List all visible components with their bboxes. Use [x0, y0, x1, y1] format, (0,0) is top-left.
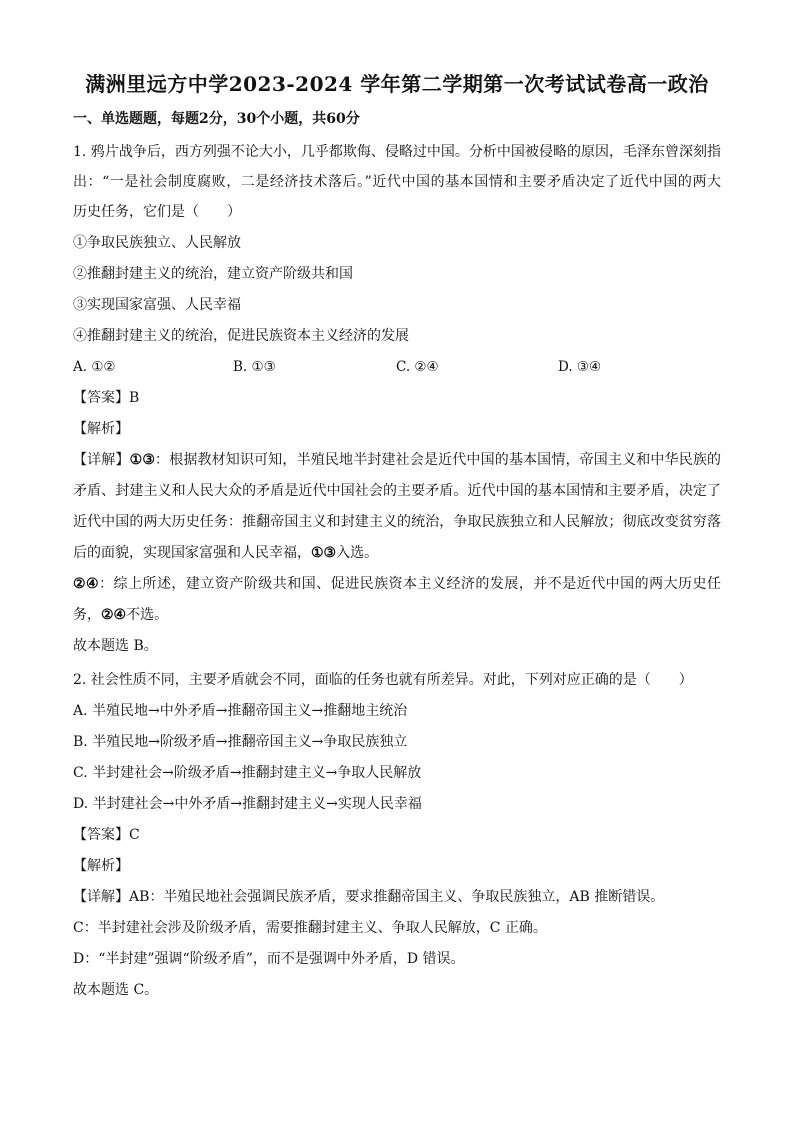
q2-answer	[73, 825, 140, 845]
q1-option-b: B. ①③	[233, 359, 276, 375]
q1-exclusion-line-1	[73, 574, 721, 594]
q1-option-a: A. ①②	[73, 359, 116, 375]
q2-detail-text-1: AB：半殖民地社会强调民族矛盾，要求推翻帝国主义、争取民族独立，AB 推断错误。	[129, 889, 665, 905]
q1-stem-line-1: 1. 鸦片战争后，西方列强不论大小，几乎都欺侮、侵略过中国。分析中国被侵略的原因，毛泽东曾深刻指	[73, 144, 721, 160]
page-title: 满洲里远方中学2023-2024 学年第二学期第一次考试试卷高一政治	[85, 72, 709, 96]
q1-exclusion-text-1: ：综上所述，建立资产阶级共和国、促进民族资本主义经济的发展，并不是近代中国的两大历史任	[99, 576, 722, 592]
q1-analysis-tag: 【解析】	[73, 421, 129, 437]
q2-option-c: C. 半封建社会→阶级矛盾→推翻封建主义→争取人民解放	[73, 765, 422, 781]
q2-conclusion: 故本题选 C。	[73, 982, 159, 998]
q1-detail-tag: 【详解】	[73, 452, 130, 468]
q1-exclusion-marker-2: ②④	[101, 607, 127, 623]
q1-stem-line-3: 历史任务，它们是（ ）	[73, 204, 241, 220]
q2-option-a: A. 半殖民地→中外矛盾→推翻帝国主义→推翻地主统治	[73, 703, 408, 719]
q1-answer-tag: 【答案】	[73, 390, 129, 406]
q1-stem-line-2: 出：“一是社会制度腐败，二是经济技术落后。”近代中国的基本国情和主要矛盾决定了近代中国的两大	[73, 174, 721, 190]
q1-exclusion-text-2b: 不选。	[126, 607, 169, 623]
q2-stem: 2. 社会性质不同，主要矛盾就会不同，面临的任务也就有所差异。对此，下列对应正确的是（ ）	[73, 672, 693, 688]
q1-item-3: ③实现国家富强、人民幸福	[73, 297, 241, 313]
q1-item-2: ②推翻封建主义的统治，建立资产阶级共和国	[73, 266, 353, 282]
q2-option-b: B. 半殖民地→阶级矛盾→推翻帝国主义→争取民族独立	[73, 734, 408, 750]
q1-detail-text-4: 后的面貌，实现国家富强和人民幸福，	[73, 545, 311, 561]
q1-option-d: D. ③④	[558, 359, 602, 375]
q1-exclusion-line-2	[73, 605, 168, 625]
q1-detail-line-4	[73, 543, 378, 563]
q1-detail-text-5: 入选。	[336, 545, 379, 561]
q1-detail-line-3: 近代中国的两大历史任务：推翻帝国主义和封建主义的统治，争取民族独立和人民解放；彻底改变贫穷落	[73, 514, 721, 530]
q1-answer-value: B	[129, 390, 140, 406]
q1-detail-text-1: ：根据教材知识可知，半殖民地半封建社会是近代中国的基本国情，帝国主义和中华民族的	[155, 452, 722, 468]
q2-detail-tag: 【详解】	[73, 889, 129, 905]
q1-detail-marker-2: ①③	[311, 545, 337, 561]
q2-answer-value: C	[129, 827, 140, 843]
q2-detail-line-1	[73, 887, 664, 907]
q1-item-4: ④推翻封建主义的统治，促进民族资本主义经济的发展	[73, 328, 409, 344]
q2-detail-line-3: D：“半封建”强调“阶级矛盾”，而不是强调中外矛盾，D 错误。	[73, 951, 465, 967]
q1-detail-line-1	[73, 450, 721, 470]
q1-answer	[73, 388, 139, 408]
q1-exclusion-marker: ②④	[73, 576, 100, 592]
q1-exclusion-text-2a: 务，	[73, 607, 101, 623]
q2-option-d: D. 半封建社会→中外矛盾→推翻封建主义→实现人民幸福	[73, 796, 422, 812]
q2-answer-tag: 【答案】	[73, 827, 129, 843]
q2-detail-line-2: C：半封建社会涉及阶级矛盾，需要推翻封建主义、争取人民解放，C 正确。	[73, 920, 547, 936]
q1-option-c: C. ②④	[396, 359, 439, 375]
q2-analysis-tag: 【解析】	[73, 858, 129, 874]
q1-conclusion: 故本题选 B。	[73, 638, 158, 654]
q1-detail-marker: ①③	[129, 452, 156, 468]
section-heading: 一、单选题题，每题2分，30个小题，共60分	[73, 111, 360, 127]
q1-detail-line-2: 矛盾、封建主义和人民大众的矛盾是近代中国社会的主要矛盾。近代中国的基本国情和主要矛盾，决定了	[73, 483, 721, 499]
q1-item-1: ①争取民族独立、人民解放	[73, 235, 241, 251]
